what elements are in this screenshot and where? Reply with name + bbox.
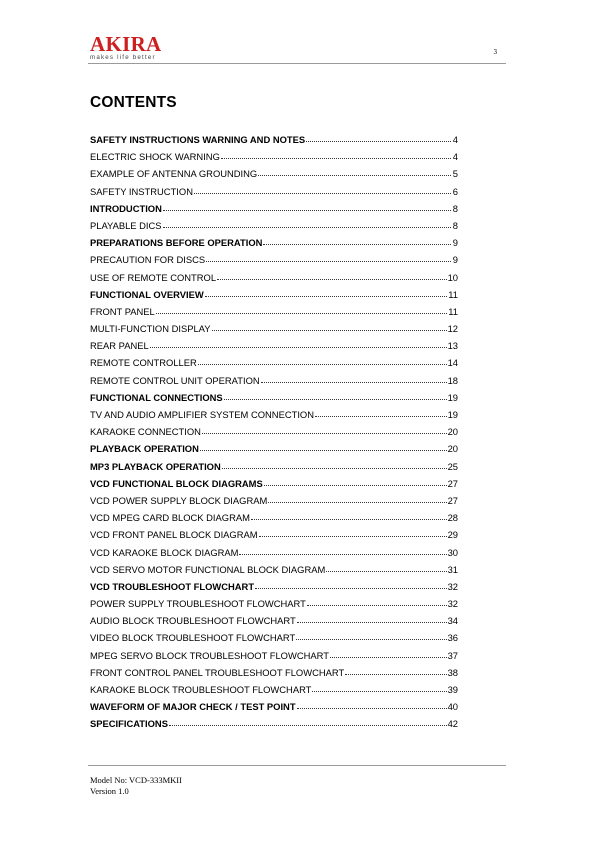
toc-entry[interactable] <box>90 426 458 443</box>
brand-tagline: makes life better <box>90 54 156 61</box>
toc-leader-dots <box>202 433 447 434</box>
toc-entry-page: 27 <box>447 477 458 489</box>
toc-entry[interactable] <box>90 512 458 529</box>
toc-entry-label: MPEG SERVO BLOCK TROUBLESHOOT FLOWCHART <box>90 649 329 661</box>
page-title: CONTENTS <box>90 94 177 111</box>
toc-entry[interactable] <box>90 529 458 546</box>
footer-divider <box>88 765 506 766</box>
toc-entry[interactable] <box>90 272 458 289</box>
toc-entry-page: 12 <box>447 323 458 335</box>
toc-entry[interactable] <box>90 615 458 632</box>
toc-entry-page: 13 <box>447 340 458 352</box>
toc-entry-page: 19 <box>447 391 458 403</box>
toc-leader-dots <box>296 639 446 640</box>
toc-leader-dots <box>261 382 447 383</box>
toc-entry-label: VCD SERVO MOTOR FUNCTIONAL BLOCK DIAGRAM <box>90 563 326 575</box>
toc-entry[interactable] <box>90 220 458 237</box>
toc-entry-page: 9 <box>452 254 458 266</box>
toc-entry-label: EXAMPLE OF ANTENNA GROUNDING <box>90 168 258 180</box>
toc-entry-page: 40 <box>447 701 458 713</box>
toc-entry-page: 4 <box>452 151 458 163</box>
toc-entry-label: VCD TROUBLESHOOT FLOWCHART <box>90 580 255 592</box>
toc-leader-dots <box>297 622 447 623</box>
toc-entry-label: USE OF REMOTE CONTROL <box>90 271 217 283</box>
toc-entry-label: MULTI-FUNCTION DISPLAY <box>90 323 211 335</box>
toc-leader-dots <box>205 296 448 297</box>
toc-entry[interactable] <box>90 478 458 495</box>
toc-entry-page: 32 <box>447 598 458 610</box>
toc-entry-label: PLAYABLE DICS <box>90 219 162 231</box>
toc-leader-dots <box>222 468 447 469</box>
toc-entry-label: PREPARATIONS BEFORE OPERATION <box>90 237 263 249</box>
table-of-contents <box>90 134 458 736</box>
toc-entry-page: 20 <box>447 426 458 438</box>
toc-entry-label: VCD FUNCTIONAL BLOCK DIAGRAMS <box>90 477 263 489</box>
toc-entry-page: 25 <box>447 460 458 472</box>
toc-entry-label: AUDIO BLOCK TROUBLESHOOT FLOWCHART <box>90 615 296 627</box>
toc-leader-dots <box>345 674 446 675</box>
toc-entry[interactable] <box>90 357 458 374</box>
toc-leader-dots <box>206 261 451 262</box>
toc-entry[interactable] <box>90 168 458 185</box>
toc-entry[interactable] <box>90 547 458 564</box>
toc-entry-label: KARAOKE BLOCK TROUBLESHOOT FLOWCHART <box>90 684 312 695</box>
toc-leader-dots <box>259 536 447 537</box>
toc-entry[interactable] <box>90 306 458 323</box>
toc-entry-label: VCD KARAOKE BLOCK DIAGRAM <box>90 546 239 558</box>
toc-entry-label: ELECTRIC SHOCK WARNING <box>90 151 220 163</box>
toc-entry[interactable] <box>90 667 458 684</box>
toc-entry-page: 9 <box>452 237 458 249</box>
toc-entry-label: FUNCTIONAL OVERVIEW <box>90 288 204 300</box>
toc-entry-page: 5 <box>452 168 458 180</box>
toc-entry-page: 27 <box>447 494 458 506</box>
toc-leader-dots <box>263 244 451 245</box>
toc-entry[interactable] <box>90 340 458 357</box>
toc-leader-dots <box>297 708 447 709</box>
toc-entry-label: SPECIFICATIONS <box>90 718 168 730</box>
toc-leader-dots <box>326 571 446 572</box>
toc-entry-label: REMOTE CONTROLLER <box>90 357 197 369</box>
toc-leader-dots <box>268 502 446 503</box>
toc-entry-page: 36 <box>447 632 458 644</box>
toc-entry-page: 8 <box>452 219 458 231</box>
toc-leader-dots <box>239 554 446 555</box>
toc-entry-page: 42 <box>447 718 458 730</box>
toc-entry[interactable] <box>90 375 458 392</box>
toc-entry[interactable] <box>90 151 458 168</box>
toc-entry-page: 19 <box>447 409 458 420</box>
toc-entry-page: 11 <box>448 305 458 317</box>
toc-entry-page: 37 <box>447 649 458 661</box>
header-divider <box>88 63 506 64</box>
toc-entry[interactable] <box>90 134 458 151</box>
toc-leader-dots <box>307 605 447 606</box>
toc-entry[interactable] <box>90 409 458 426</box>
toc-entry[interactable] <box>90 650 458 667</box>
toc-leader-dots <box>156 313 447 314</box>
toc-entry[interactable] <box>90 495 458 512</box>
toc-entry[interactable] <box>90 718 458 735</box>
footer <box>90 775 182 797</box>
toc-leader-dots <box>306 141 451 142</box>
toc-entry-page: 10 <box>447 271 458 283</box>
toc-entry-label: VCD MPEG CARD BLOCK DIAGRAM <box>90 512 250 524</box>
toc-leader-dots <box>200 450 447 451</box>
toc-entry-page: 34 <box>447 615 458 627</box>
toc-leader-dots <box>251 519 447 520</box>
toc-leader-dots <box>150 347 447 348</box>
toc-entry-label: REMOTE CONTROL UNIT OPERATION <box>90 374 260 386</box>
toc-entry-label: VIDEO BLOCK TROUBLESHOOT FLOWCHART <box>90 632 296 644</box>
toc-leader-dots <box>315 416 447 417</box>
toc-entry[interactable] <box>90 581 458 598</box>
toc-leader-dots <box>312 691 446 692</box>
toc-entry-label: REAR PANEL <box>90 340 149 352</box>
toc-leader-dots <box>255 588 447 589</box>
toc-leader-dots <box>163 227 451 228</box>
brand-logo <box>90 34 162 62</box>
toc-entry-label: FRONT PANEL <box>90 305 155 317</box>
toc-entry-label: PRECAUTION FOR DISCS <box>90 254 206 266</box>
toc-entry[interactable] <box>90 392 458 409</box>
toc-leader-dots <box>330 657 447 658</box>
toc-entry-page: 18 <box>447 374 458 386</box>
toc-leader-dots <box>212 330 447 331</box>
toc-entry-page: 31 <box>447 563 458 575</box>
toc-entry-label: KARAOKE CONNECTION <box>90 426 201 438</box>
toc-entry-page: 29 <box>447 529 458 541</box>
toc-entry-page: 30 <box>447 546 458 558</box>
toc-entry-label: POWER SUPPLY TROUBLESHOOT FLOWCHART <box>90 598 306 610</box>
toc-entry-page: 32 <box>447 580 458 592</box>
toc-entry[interactable] <box>90 564 458 581</box>
toc-entry-page: 39 <box>447 684 458 695</box>
toc-entry[interactable] <box>90 598 458 615</box>
toc-entry-label: MP3 PLAYBACK OPERATION <box>90 460 221 472</box>
toc-entry-label: SAFETY INSTRUCTION <box>90 185 193 197</box>
toc-entry-page: 8 <box>452 202 458 214</box>
toc-entry[interactable] <box>90 323 458 340</box>
toc-leader-dots <box>163 210 451 211</box>
toc-entry[interactable] <box>90 632 458 649</box>
toc-entry-label: WAVEFORM OF MAJOR CHECK / TEST POINT <box>90 701 296 713</box>
toc-entry-page: 14 <box>447 357 458 369</box>
toc-entry-label: FRONT CONTROL PANEL TROUBLESHOOT FLOWCHART <box>90 666 345 678</box>
toc-entry-label: VCD FRONT PANEL BLOCK DIAGRAM <box>90 529 258 541</box>
toc-entry-page: 11 <box>448 288 458 300</box>
toc-entry[interactable] <box>90 461 458 478</box>
toc-entry-page: 20 <box>447 443 458 455</box>
toc-entry[interactable] <box>90 203 458 220</box>
toc-entry-page: 38 <box>447 666 458 678</box>
toc-entry-label: INTRODUCTION <box>90 202 162 214</box>
toc-entry[interactable] <box>90 237 458 254</box>
toc-leader-dots <box>169 725 447 726</box>
toc-leader-dots <box>194 193 451 194</box>
model-number: Model No: VCD-333MKII <box>90 775 182 785</box>
toc-entry-page: 28 <box>447 512 458 524</box>
toc-entry-page: 6 <box>452 185 458 197</box>
toc-entry-label: FUNCTIONAL CONNECTIONS <box>90 391 223 403</box>
toc-entry-label: SAFETY INSTRUCTIONS WARNING AND NOTES <box>90 134 306 145</box>
toc-entry-label: TV AND AUDIO AMPLIFIER SYSTEM CONNECTION <box>90 409 314 420</box>
toc-leader-dots <box>224 399 447 400</box>
toc-entry[interactable] <box>90 186 458 203</box>
toc-leader-dots <box>264 485 447 486</box>
toc-leader-dots <box>198 364 447 365</box>
toc-entry[interactable] <box>90 254 458 271</box>
toc-leader-dots <box>217 279 447 280</box>
toc-entry-label: PLAYBACK OPERATION <box>90 443 199 455</box>
brand-name: AKIRA <box>90 32 162 56</box>
page-number: 3 <box>493 48 497 56</box>
toc-leader-dots <box>258 175 451 176</box>
toc-entry-page: 4 <box>452 134 458 145</box>
toc-entry[interactable] <box>90 443 458 460</box>
toc-entry-label: VCD POWER SUPPLY BLOCK DIAGRAM <box>90 494 268 506</box>
version-label: Version 1.0 <box>90 786 129 796</box>
toc-leader-dots <box>221 158 451 159</box>
toc-entry[interactable] <box>90 701 458 718</box>
toc-entry[interactable] <box>90 684 458 701</box>
toc-entry[interactable] <box>90 289 458 306</box>
